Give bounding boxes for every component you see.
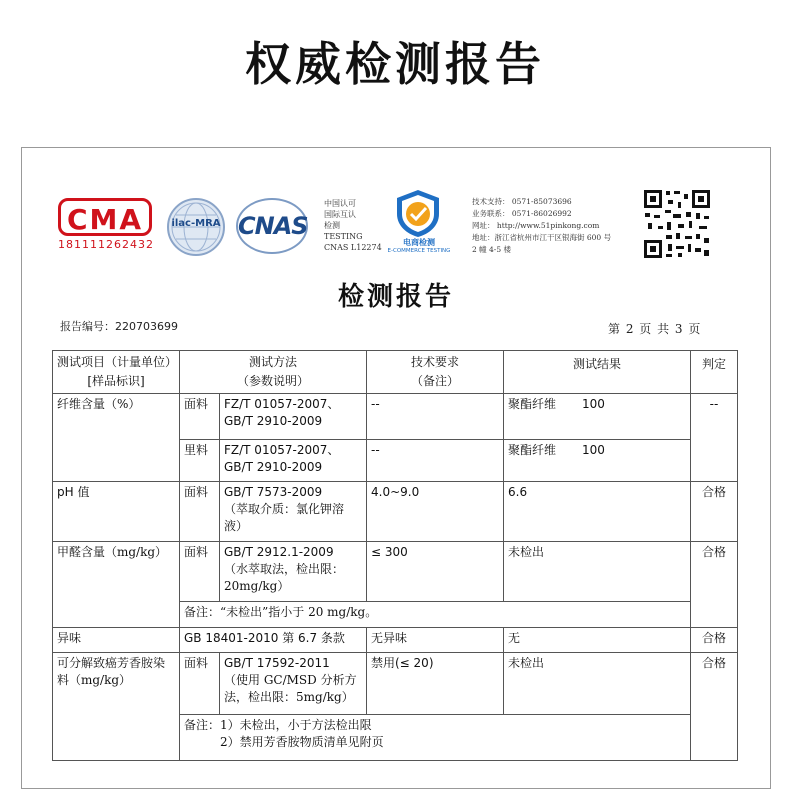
amine-method-note: （使用 GC/MSD 分析方法，检出限：5mg/kg）: [224, 673, 357, 704]
cnas-logo: [236, 198, 312, 256]
amine-remark: [180, 715, 691, 761]
formaldehyde-judgement: 合格: [691, 542, 738, 628]
ecommerce-en: E-COMMERCE TESTING: [387, 248, 451, 254]
header-judgement: [691, 351, 738, 394]
ecommerce-cn: 电商检测: [403, 238, 435, 247]
ph-method-standard: GB/T 7573-2009: [224, 485, 323, 499]
fiber-lining-result-value: 100: [582, 443, 605, 457]
fiber-requirement: --: [367, 394, 504, 440]
header-req-label: 技术要求: [410, 355, 459, 369]
table-row: [53, 482, 738, 542]
ph-part: 面料: [180, 482, 220, 542]
ilac-mra-text: ilac-MRA: [171, 218, 221, 229]
amine-item: 可分解致癌芳香胺染料（mg/kg）: [53, 653, 180, 761]
accreditation-text: [324, 198, 382, 253]
formaldehyde-requirement: ≤ 300: [367, 542, 504, 602]
amine-remark-1: 备注：1）未检出，小于方法检出限: [184, 718, 372, 732]
fiber-part: 面料: [180, 394, 220, 440]
accreditation-line: CNAS L12274: [324, 243, 382, 252]
formaldehyde-method-standard: GB/T 2912.1-2009: [224, 545, 334, 559]
fiber-judgement: --: [691, 394, 738, 482]
header-method-label: 测试方法: [248, 355, 297, 369]
fiber-result-name: 聚酯纤维: [508, 397, 557, 411]
report-title: 检测报告: [337, 282, 454, 312]
header-item-label: 测试项目（计量单位）: [57, 355, 178, 369]
formaldehyde-method: [220, 542, 367, 602]
amine-method: [220, 653, 367, 715]
website: 网址： http://www.51pinkong.com: [472, 221, 600, 230]
table-row: [53, 653, 738, 715]
table-row: [53, 628, 738, 653]
accreditation-line: 检测: [324, 221, 340, 230]
cma-mark: CMA: [58, 198, 152, 236]
odor-requirement: 无异味: [367, 628, 504, 653]
page-banner-title: 权威检测报告: [245, 37, 545, 91]
accreditation-line: 国际互认: [324, 210, 356, 219]
ph-method: [220, 482, 367, 542]
formaldehyde-item: 甲醛含量（mg/kg）: [53, 542, 180, 628]
fiber-result-value: 100: [582, 397, 605, 411]
ph-result: 6.6: [504, 482, 691, 542]
cnas-text: CNAS: [238, 212, 308, 240]
amine-method-standard: GB/T 17592-2011: [224, 656, 330, 670]
header-item: [53, 351, 180, 394]
fiber-lining-result-name: 聚酯纤维: [508, 443, 557, 457]
header-judge-label: 判定: [701, 357, 726, 371]
odor-item: 异味: [53, 628, 180, 653]
formaldehyde-remark: 备注：“未检出”指小于 20 mg/kg。: [180, 602, 691, 628]
cma-logo: [58, 198, 154, 258]
ph-item: pH 值: [53, 482, 180, 542]
accreditation-line: 中国认可: [324, 199, 356, 208]
amine-result: 未检出: [504, 653, 691, 715]
header-result-label: 测试结果: [572, 357, 621, 371]
ph-judgement: 合格: [691, 482, 738, 542]
header-item-sub: [样品标识]: [87, 374, 145, 388]
fiber-lining-part: 里料: [180, 440, 220, 482]
report-sheet: [21, 147, 771, 789]
shield-check-icon: [389, 186, 447, 238]
fiber-method: FZ/T 01057-2007、GB/T 2910-2009: [220, 394, 367, 440]
header-method: [180, 351, 367, 394]
test-results-table: [52, 350, 738, 761]
header-req-sub: （备注）: [410, 374, 459, 388]
header-requirement: [367, 351, 504, 394]
qr-code-icon: [642, 188, 712, 260]
fiber-lining-method: FZ/T 01057-2007、GB/T 2910-2009: [220, 440, 367, 482]
ecommerce-testing-caption: [383, 238, 455, 256]
ilac-mra-logo: [167, 198, 225, 256]
table-row: [53, 542, 738, 602]
odor-judgement: 合格: [691, 628, 738, 653]
formaldehyde-method-note: （水萃取法，检出限：20mg/kg）: [224, 562, 345, 593]
table-header-row: [53, 351, 738, 394]
cma-number: 181111262432: [58, 238, 154, 251]
table-row: [53, 394, 738, 440]
ph-method-note: （萃取介质：氯化钾溶液）: [224, 502, 345, 533]
fiber-lining-requirement: --: [367, 440, 504, 482]
fiber-item: 纤维含量（%）: [53, 394, 180, 482]
formaldehyde-part: 面料: [180, 542, 220, 602]
address-line2: 2 幢 4-5 楼: [472, 245, 512, 254]
amine-requirement: 禁用(≤ 20): [367, 653, 504, 715]
service-phone: 业务联系： 0571-86026992: [472, 209, 572, 218]
report-number: 报告编号：220703699: [60, 320, 178, 333]
odor-method: GB 18401-2010 第 6.7 条款: [180, 628, 367, 653]
formaldehyde-result: 未检出: [504, 542, 691, 602]
odor-result: 无: [504, 628, 691, 653]
amine-part: 面料: [180, 653, 220, 715]
support-phone: 技术支持： 0571-85073696: [472, 197, 572, 206]
header-result: [504, 351, 691, 394]
fiber-lining-result: [504, 440, 691, 482]
fiber-result: [504, 394, 691, 440]
accreditation-line: TESTING: [324, 232, 363, 241]
address: 地址：浙江省杭州市江干区银海街 600 号: [472, 233, 612, 242]
header-method-sub: （参数说明）: [236, 374, 309, 388]
page-indicator: 第 2 页 共 3 页: [608, 322, 702, 336]
ph-requirement: 4.0~9.0: [367, 482, 504, 542]
amine-judgement: 合格: [691, 653, 738, 761]
contact-info: [472, 196, 662, 256]
ecommerce-testing-logo: [387, 186, 451, 256]
amine-remark-2: 2）禁用芳香胺物质清单见附页: [220, 735, 384, 749]
